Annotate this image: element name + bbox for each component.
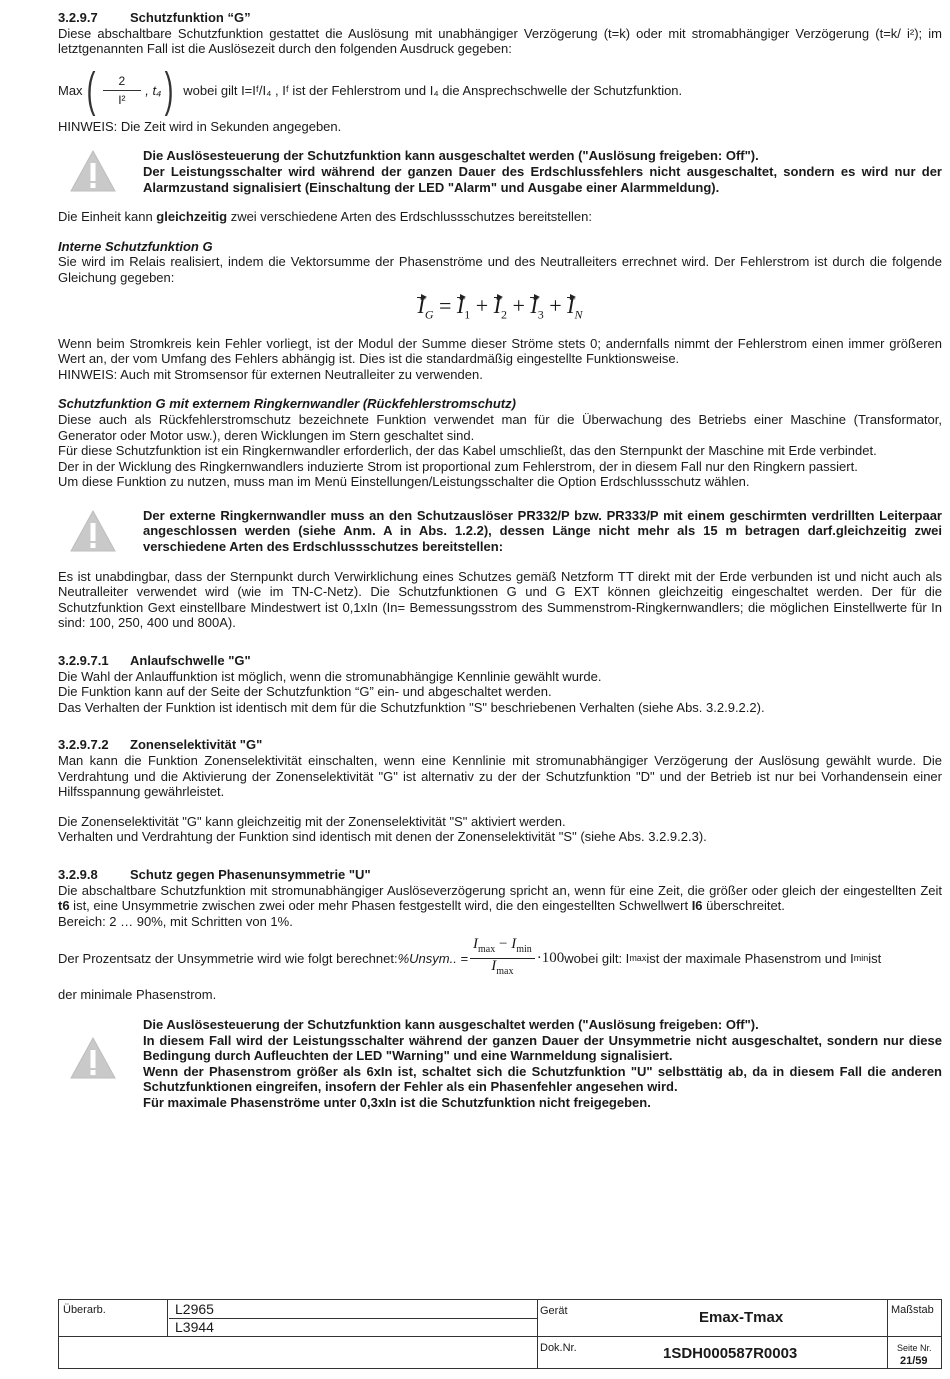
doc-number-label: Dok.Nr.: [540, 1342, 577, 1354]
paragraph: Es ist unabdingbar, dass der Sternpunkt durch Verwirklichung eines Schutzes gemäß Netzform TT direkt mit der Erde verbunden ist und nicht auch als Neutralleiter verwendet wird (wie im TN-C-Netz). Die Schutzfunktionen G und G EXT können gleichzeitig eingeschaltet werden. Der für die Schutzfunktion Gext einstellbare Mindestwert ist 0,1xIn (In= Bemessungsstrom des Summenstrom-Ringkernwandlers; die möglichen Einstellwerte für In sind: 100, 250, 400 und 800A).: [58, 568, 942, 631]
revision-label: Überarb.: [63, 1304, 106, 1316]
paragraph: Die abschaltbare Schutzfunktion mit stromunabhängiger Auslöseverzögerung spricht an, wenn für eine Zeit, die größer oder gleich der eingestellten Zeit t6 ist, eine Unsymmetrie zwischen zwei oder mehr Phasen festgestellt wird, die den eingestellten Schwellwert I6 überschreitet.: [58, 882, 942, 914]
warning-text: Wenn der Phasenstrom größer als 6xIn ist, schaltet sich die Schutzfunktion "U" selbsttätig ab, da in diesem Fall die anderen Schutzfunktionen eingreifen, insofern der Fehler als ein Phasenfehler angesehen wird.: [143, 1063, 942, 1095]
revision-value: L2965: [175, 1301, 214, 1317]
paragraph: Bereich: 2 … 90%, mit Schritten von 1%.: [58, 913, 293, 929]
formula-text: wobei gilt I=Iᶠ/I₄ , Iᶠ ist der Fehlerstrom und I₄ die Ansprechschwelle der Schutzfunktion.: [183, 82, 683, 98]
formula-fraction: $\frac{2}{\text{I²}}$: [103, 74, 142, 107]
unsymmetry-formula: Der Prozentsatz der Unsymmetrie wird wie folgt berechnet: %Unsym.. = $I_{max} - I_{min}$ $I_{max}$ ·100 wobei gilt: I max ist der maximale Phasenstrom und I min ist: [58, 935, 942, 981]
hinweis: HINWEIS: Die Zeit wird in Sekunden angegeben.: [58, 118, 342, 134]
time-formula: Max ( $\frac{2}{\text{I²}}$ , t₄ ) wobei gilt I=Iᶠ/I₄ , Iᶠ ist der Fehlerstrom und I₄ die Ansprechschwelle der Schutzfunktion.: [58, 63, 683, 117]
warning-text: Die Auslösesteuerung der Schutzfunktion kann ausgeschaltet werden ("Auslösung freigeben: Off").: [143, 1016, 759, 1032]
paragraph: Um diese Funktion zu nutzen, muss man im Menü Einstellungen/Leistungsschalter die Option Erdschlussschutz wählen.: [58, 474, 750, 490]
paragraph: Diese auch als Rückfehlerstromschutz bezeichnete Funktion verwendet man für die Überwachung des Betriebs einer Maschine (Transformator, Generator oder Motor usw.), deren Wicklungen im Stern geschaltet sind.: [58, 411, 942, 443]
paragraph: der minimale Phasenstrom.: [58, 987, 217, 1003]
warning-icon: [70, 1037, 116, 1079]
page-label: Seite Nr.: [897, 1343, 932, 1353]
title-block: [58, 1299, 942, 1369]
warning-text: Der externe Ringkernwandler muss an den Schutzauslöser PR332/P bzw. PR333/P mit einem geschirmten verdrillten Leiterpaar angeschlossen werden (siehe Anm. A in Abs. 1.2.2), dessen Länge nicht mehr als 15 m betragen darf.gleichzeitig zwei verschiedene Arten des Erdschlussschutzes bereitstellen:: [143, 507, 942, 555]
warning-icon: [70, 510, 116, 552]
paragraph: Die Funktion kann auf der Seite der Schutzfunktion “G” ein- und abgeschaltet werden.: [58, 684, 552, 700]
doc-number: 1SDH000587R0003: [663, 1345, 798, 1362]
revision-value: L3944: [175, 1319, 214, 1335]
warning-text: Die Auslösesteuerung der Schutzfunktion kann ausgeschaltet werden ("Auslösung freigeben: Off").: [143, 148, 759, 164]
paragraph: Die Einheit kann gleichzeitig zwei verschiedene Arten des Erdschlussschutzes bereitstellen:: [58, 209, 592, 225]
paragraph: Man kann die Funktion Zonenselektivität einschalten, wenn eine Kennlinie mit stromunabhängiger Verzögerung der Auslösung gewählt wurde. Die Verdrahtung und die Aktivierung der Zonenselektivität "G" ist alternativ zu der der Schutzfunktion "D" und der Betrieb ist nur bei Vorhandensein einer Hilfsspannung gewährleistet.: [58, 753, 942, 800]
warning-box: [70, 508, 942, 555]
warning-box: [70, 1017, 942, 1111]
scale-label: Maßstab: [891, 1304, 934, 1316]
section-heading: 3.2.9.7.1 Anlaufschwelle "G": [58, 653, 251, 669]
page-content: [58, 10, 942, 1111]
vector-equation: $I_G = I_1 + I_2 + I_3 + I_N$: [417, 292, 583, 321]
page-number: 21/59: [900, 1355, 928, 1367]
paragraph: Der in der Wicklung des Ringkernwandlers induzierte Strom ist proportional zum Fehlerstrom, der in diesem Fall nur den Ringkern passiert.: [58, 458, 858, 474]
unsymmetry-fraction: $I_{max} - I_{min}$ $I_{max}$: [470, 937, 535, 980]
section-heading: 3.2.9.8 Schutz gegen Phasenunsymmetrie "U": [58, 866, 371, 882]
warning-text: Für maximale Phasenströme unter 0,3xIn ist die Schutzfunktion nicht freigegeben.: [143, 1094, 651, 1110]
paragraph: Für diese Schutzfunktion ist ein Ringkernwandler erforderlich, der das Kabel umschließt, das den Sternpunkt der Maschine mit Erde verbindet.: [58, 443, 877, 459]
paragraph: Wenn beim Stromkreis kein Fehler vorliegt, ist der Modul der Summe dieser Ströme stets 0; andernfalls nimmt der Fehlerstrom einen immer größeren Wert an, der vom Umfang des Fehlers abhängig ist. Dies ist die standardmäßig eingestellte Funktionsweise.: [58, 335, 942, 367]
warning-box: [70, 148, 942, 195]
paragraph: Sie wird im Relais realisiert, indem die Vektorsumme der Phasenströme und des Neutralleiters errechnet wird. Der Fehlerstrom ist durch die folgende Gleichung gegeben:: [58, 254, 942, 285]
formula-max: Max: [58, 82, 83, 98]
paragraph: Die Zonenselektivität "G" kann gleichzeitig mit der Zonenselektivität "S" aktiviert werden.: [58, 813, 566, 829]
warning-text: Der Leistungsschalter wird während der ganzen Dauer des Erdschlussfehlers nicht ausgeschaltet, sondern es wird nur der Alarmzustand signalisiert (Einschaltung der LED "Alarm" und Ausgabe einer Alarmmeldung).: [143, 163, 942, 195]
warning-icon: [70, 150, 116, 192]
subheading: Schutzfunktion G mit externem Ringkernwandler (Rückfehlerstromschutz): [58, 396, 516, 412]
section-heading: 3.2.9.7 Schutzfunktion “G”: [58, 10, 251, 25]
subheading: Interne Schutzfunktion G: [58, 238, 213, 254]
warning-text: In diesem Fall wird der Leistungsschalter während der ganzen Dauer der Unsymmetrie nicht ausgeschaltet, sondern nur diese Bedingung durch Aufleuchten der LED "Warning" und eine Warnmeldung signalisiert.: [143, 1032, 942, 1064]
section-heading: 3.2.9.7.2 Zonenselektivität "G": [58, 737, 263, 753]
device-name: Emax-Tmax: [699, 1309, 784, 1326]
hinweis: HINWEIS: Auch mit Stromsensor für externen Neutralleiter zu verwenden.: [58, 366, 483, 382]
paragraph: Das Verhalten der Funktion ist identisch mit dem für die Schutzfunktion "S" beschriebenen Verhalten (siehe Abs. 3.2.9.2.2).: [58, 699, 765, 715]
paragraph: Die Wahl der Anlauffunktion ist möglich, wenn die stromunabhängige Kennlinie gewählt wurde.: [58, 668, 602, 684]
paragraph: Verhalten und Verdrahtung der Funktion sind identisch mit denen der Zonenselektivität "S" (siehe Abs. 3.2.9.2.3).: [58, 829, 707, 845]
device-label: Gerät: [540, 1305, 568, 1317]
paragraph: Diese abschaltbare Schutzfunktion gestattet die Auslösung mit unabhängiger Verzögerung (t=k) oder mit stromabhängiger Verzögerung (t=k/ i²); im letztgenannten Fall ist die Auslösezeit durch den folgenden Ausdruck gegeben:: [58, 25, 942, 57]
